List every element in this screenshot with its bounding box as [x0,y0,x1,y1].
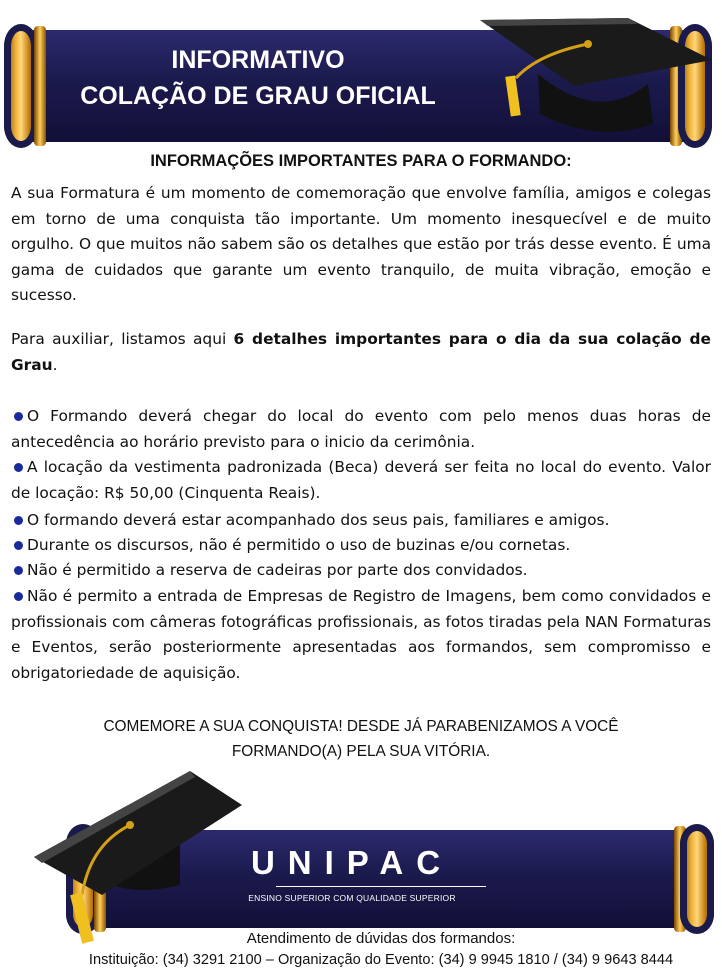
aux-end: . [52,355,58,374]
list-item [11,584,711,686]
closing-line2: FORMANDO(A) PELA SUA VITÓRIA. [231,743,491,760]
list-item-text: A locação da vestimenta padronizada (Beca) deverá ser feita no local do evento. Valor de locação: R$ 50,00 (Cinquenta Reais). [11,458,711,502]
closing-line1: COMEMORE A SUA CONQUISTA! DESDE JÁ PARABENIZAMOS A VOCÊ [103,718,619,735]
banner-title-line2: COLAÇÃO DE GRAU OFICIAL [80,82,436,110]
banner-title-line1: INFORMATIVO [171,46,345,74]
section-heading: INFORMAÇÕES IMPORTANTES PARA O FORMANDO: [150,152,572,170]
intro-paragraph: A sua Formatura é um momento de comemoração que envolve família, amigos e colegas em torno de uma conquista tão importante. Um momento inesquecível e de muito orgulho. O que muitos não sabem são os detalhes que estão por trás desse evento. É uma gama de cuidados que garante um evento tranquilo, de muita vibração, emoção e sucesso. [11,184,711,304]
graduation-cap-icon [478,14,714,134]
list-item-text: Não é permito a entrada de Empresas de Registro de Imagens, bem como convidados e profissionais com câmeras fotográficas profissionais, as fotos tiradas pela NAN Formaturas e Eventos, serão posteriormente apresentadas aos formandos, sem compromisso e obrigatoriedade de aquisição. [11,587,711,682]
bullet-icon [14,516,23,525]
list-item [11,508,711,534]
bullet-icon [14,566,23,575]
logo-divider [276,886,486,887]
bullet-icon [14,541,23,550]
aux-text: Para auxiliar, listamos aqui [11,330,234,348]
brand-tagline: ENSINO SUPERIOR COM QUALIDADE SUPERIOR [248,893,456,903]
list-item-text: O Formando deverá chegar do local do evento com pelo menos duas horas de antecedência ao horário previsto para o inicio da cerimônia. [11,407,711,451]
list-item [11,533,711,559]
aux-paragraph [11,327,711,378]
bullet-icon [14,592,23,601]
brand-logo: UNIPAC [250,844,454,881]
list-item-text: Durante os discursos, não é permitido o uso de buzinas e/ou cornetas. [27,536,571,554]
list-item [11,558,711,584]
aux-bold-text: 6 detalhes importantes para o dia da sua colação de Grau [11,330,711,374]
footer-contacts: Instituição: (34) 3291 2100 – Organização do Evento: (34) 9 9945 1810 / (34) 9 9643 8444 [88,952,674,968]
list-item [11,455,711,506]
bullet-icon [14,463,23,472]
list-item-text: O formando deverá estar acompanhado dos seus pais, familiares e amigos. [27,511,610,529]
list-item [11,404,711,455]
graduation-cap-icon [30,765,250,955]
footer-line1: Atendimento de dúvidas dos formandos: [246,930,516,947]
list-item-text: Não é permitido a reserva de cadeiras por parte dos convidados. [27,561,528,579]
banner-rod-right [674,826,686,932]
bullet-icon [14,412,23,421]
